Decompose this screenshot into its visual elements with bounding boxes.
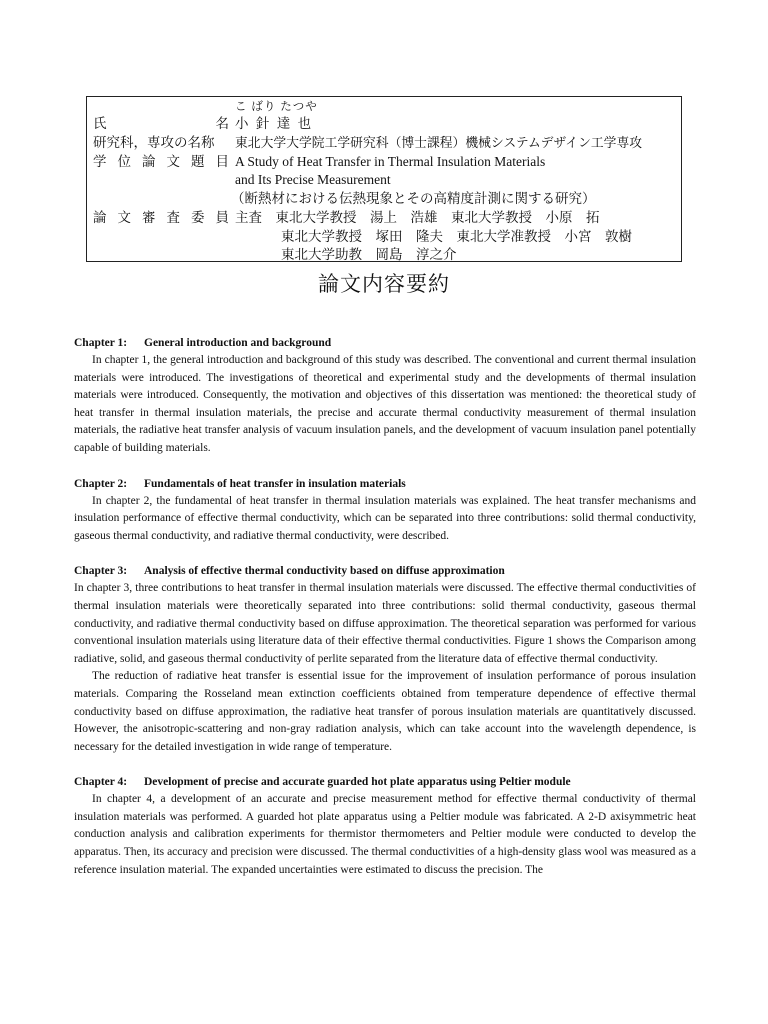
chapter-4	[74, 774, 696, 879]
department-name: 東北大学大学院工学研究科（博士課程）機械システムデザイン工学専攻	[235, 136, 643, 150]
document-title: 論文内容要約	[318, 272, 450, 296]
committee-chair-line: 主査 東北大学教授 湯上 浩雄 東北大学教授 小原 拓	[235, 210, 600, 225]
chapter-title: General introduction and background	[144, 337, 332, 349]
chapter-number: Chapter 2:	[74, 477, 128, 490]
thesis-title-en-line1: A Study of Heat Transfer in Thermal Insulation Materials	[235, 154, 546, 169]
chapter-title: Fundamentals of heat transfer in insulation materials	[144, 477, 406, 490]
chapter-paragraph: In chapter 2, the fundamental of heat transfer in thermal insulation materials was explained. The heat transfer mechanisms and insulation performance of effective thermal conductivity, which can be separated into three contributions: solid thermal conductivity, gaseous thermal conductivity, and radiative thermal conductivity, were described.	[74, 494, 696, 542]
chapter-paragraph: The reduction of radiative heat transfer is essential issue for the improvement of insulation performance of porous insulation materials. Comparing the Rosseland mean extinction coefficients obtained from temperature dependence of effective thermal conductivity based on diffuse approximation, the radiative heat transfer of porous insulation materials are quantitatively discussed. However, the anisotropic-scattering and non-gray radiation analysis, which can take account into the wavelength dependence, is necessary for the detailed investigation in wide range of temperature.	[74, 670, 696, 753]
chapter-number: Chapter 4:	[74, 776, 128, 789]
name-reading: こ ばり たつや	[235, 101, 318, 113]
row-label: 論 文 審 査 委 員	[93, 210, 229, 225]
chapter-heading	[74, 774, 696, 791]
thesis-title-ja: （断熱材における伝熱現象とその高精度計測に関する研究）	[231, 191, 596, 206]
chapter-heading	[74, 476, 696, 493]
row-label: 学 位 論 文 題 目	[93, 154, 229, 169]
chapter-3	[74, 563, 696, 756]
student-name: 小 針 達 也	[235, 116, 314, 131]
committee-line-3: 東北大学助教 岡島 淳之介	[281, 247, 457, 262]
summary-body	[74, 335, 696, 897]
thesis-info-box	[86, 96, 682, 262]
chapter-paragraph: In chapter 3, three contributions to heat transfer in thermal insulation materials were discussed. The effective thermal conductivities of thermal insulation materials were theoretically separated into three contributions: solid thermal conductivity, gaseous thermal conductivity, and radiative thermal conductivity based on diffuse approximation. The theoretical separation was performed for various conventional insulation materials using literature data of their effective thermal conductivities. Figure 1 shows the Comparison among radiative, solid, and gaseous thermal conductivity of perlite separated from the literature data of effective thermal conductivity.	[74, 582, 696, 665]
chapter-1	[74, 335, 696, 458]
thesis-title-en-line2: and Its Precise Measurement	[235, 172, 391, 187]
committee-line-2: 東北大学教授 塚田 隆夫 東北大学准教授 小宮 敦樹	[281, 229, 632, 244]
row-label: 研究科，専攻の名称	[93, 135, 215, 150]
chapter-title: Analysis of effective thermal conductivity based on diffuse approximation	[144, 565, 505, 578]
row-label: 氏 名	[93, 116, 229, 131]
chapter-heading	[74, 563, 696, 580]
chapter-number: Chapter 3:	[74, 565, 128, 578]
chapter-number: Chapter 1:	[74, 337, 128, 349]
chapter-paragraph: In chapter 4, a development of an accurate and precise measurement method for effective thermal conductivity of thermal insulation materials was performed. A guarded hot plate apparatus using a Peltier module was fabricated. A 2-D axisymmetric heat conduction analysis and calibration experiments for thermistor thermometers and Peltier module were conducted to develop the apparatus. Then, its accuracy and precision were discussed. The thermal conductivities of a high-density glass wool was measured as a reference insulation material. The expanded uncertainties were estimated to discuss the precision. The	[74, 793, 696, 876]
chapter-title: Development of precise and accurate guarded hot plate apparatus using Peltier module	[144, 776, 571, 789]
chapter-2	[74, 476, 696, 546]
chapter-heading	[74, 335, 696, 352]
chapter-paragraph: In chapter 1, the general introduction and background of this study was described. The conventional and current thermal insulation materials were introduced. The investigations of theoretical and experimental study and the developments of thermal insulation materials were introduced. Consequently, the motivation and objectives of this dissertation was mentioned: the theoretical study of heat transfer in thermal insulation materials, the precise and accurate thermal conductivity measurement of thermal insulation materials, the radiative heat transfer analysis of vacuum insulation panels, and the development of vacuum insulation panel potentially capable of building materials.	[74, 354, 696, 454]
